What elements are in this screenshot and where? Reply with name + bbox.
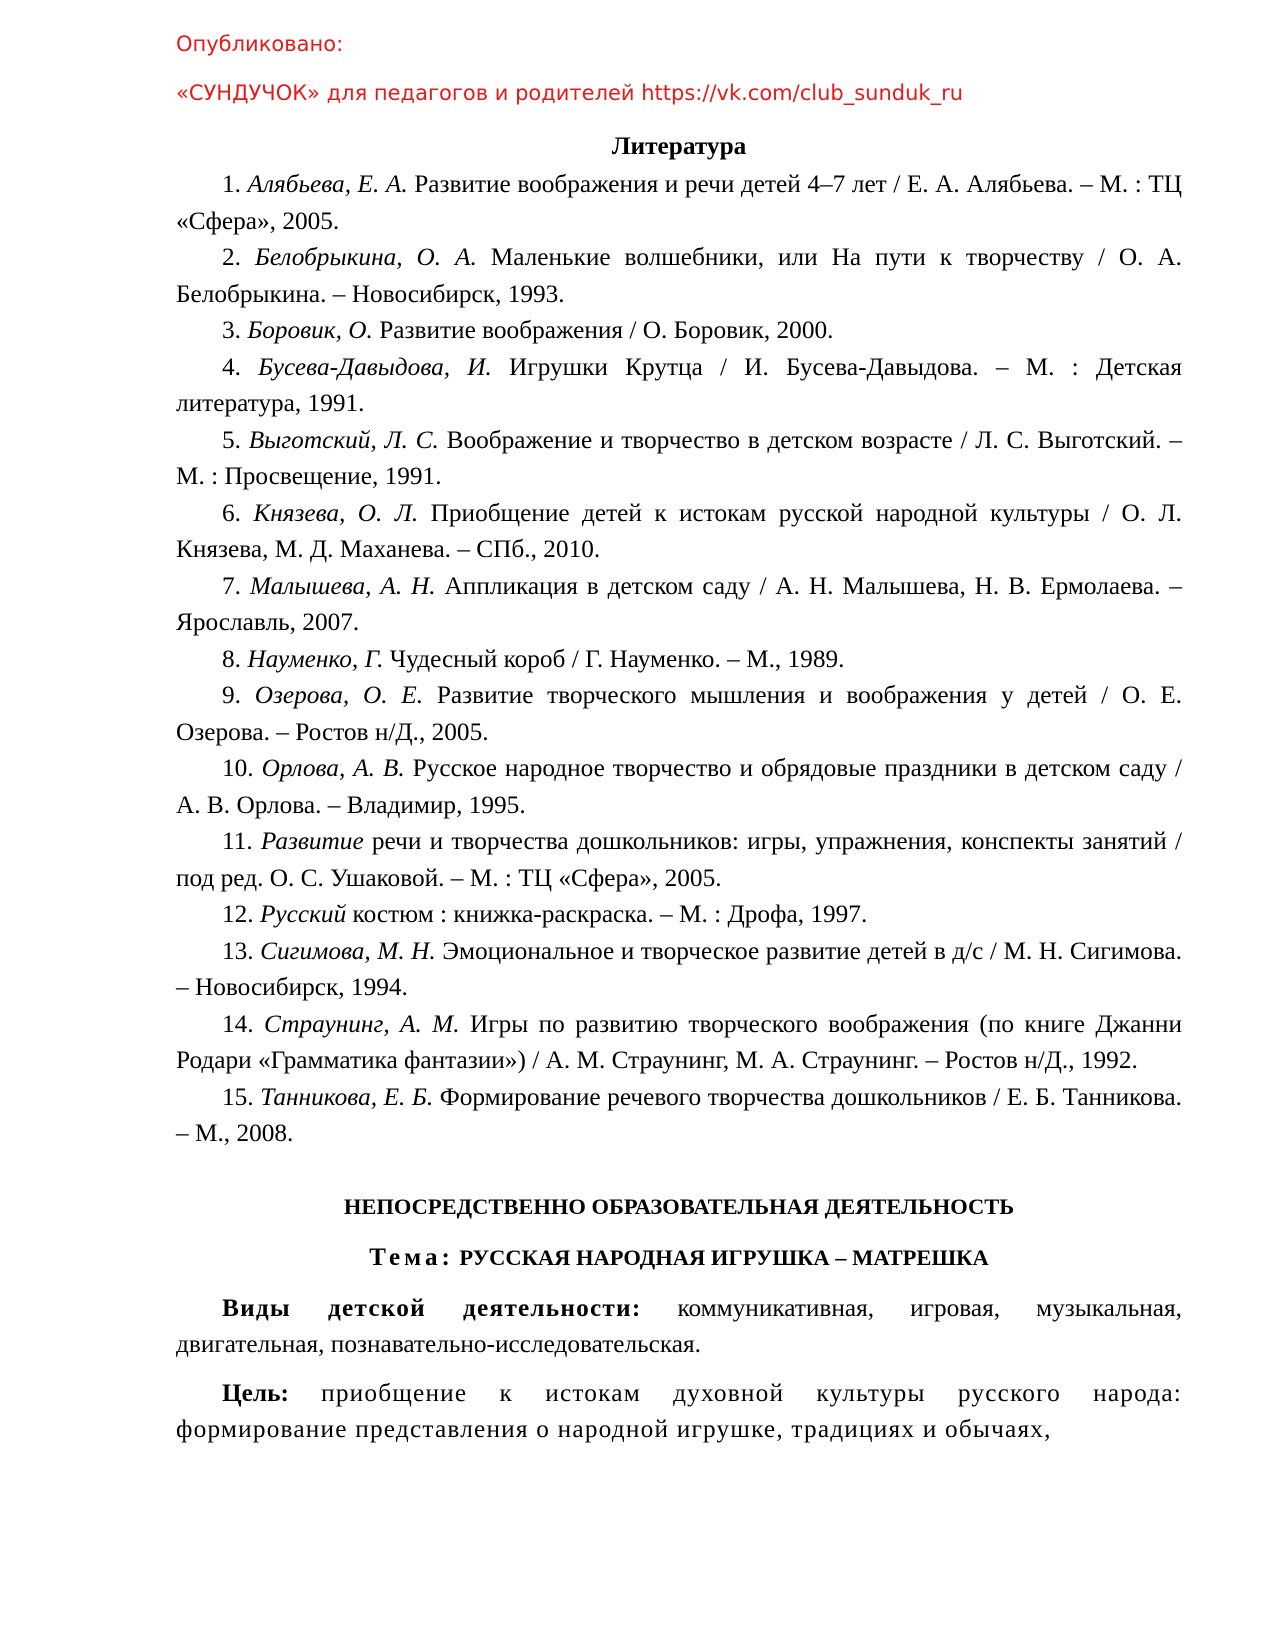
section-title: НЕПОСРЕДСТВЕННО ОБРАЗОВАТЕЛЬНАЯ ДЕЯТЕЛЬНОСТЬ <box>343 1193 1015 1219</box>
goal-paragraph <box>176 1375 1182 1448</box>
document-body <box>176 128 1182 1448</box>
reference-item <box>176 750 1182 823</box>
reference-text: Русское народное творчество и обрядовые праздники в детском саду / А. В. Орлова. – Владимир, 1995. <box>176 754 1182 819</box>
activities-label: Виды детской деятельности: <box>222 1293 642 1322</box>
reference-text: Чудесный короб / Г. Науменко. – М., 1989. <box>383 644 845 673</box>
theme-text: РУССКАЯ НАРОДНАЯ ИГРУШКА – МАТРЕШКА <box>453 1244 989 1270</box>
reference-author: Малышева, А. Н. <box>249 571 436 600</box>
reference-number: 8. <box>222 644 241 673</box>
reference-author: Выготский, Л. С. <box>248 425 439 454</box>
reference-number: 2. <box>222 243 241 271</box>
reference-author: Танникова, Е. Б. <box>260 1082 434 1111</box>
reference-item <box>176 933 1182 1006</box>
reference-item <box>176 239 1182 312</box>
reference-item <box>176 823 1182 896</box>
theme-label: Тема: <box>369 1243 454 1271</box>
reference-item <box>176 422 1182 495</box>
reference-author: Русский <box>259 900 347 928</box>
reference-author: Орлова, А. В. <box>261 754 405 782</box>
reference-number: 6. <box>222 498 241 527</box>
reference-number: 5. <box>222 425 241 454</box>
reference-number: 10. <box>222 754 254 782</box>
reference-author: Развитие <box>260 827 364 855</box>
reference-item <box>176 896 1182 933</box>
published-label: Опубликовано: <box>176 32 344 56</box>
goal-text: приобщение к истокам духовной культуры русского народа: формирование представления о народной игрушке, традициях и обычаях, <box>176 1378 1182 1443</box>
reference-text: Развитие воображения / О. Боровик, 2000. <box>372 316 834 344</box>
reference-text: Воображение и творчество в детском возрасте / Л. С. Выготский. – М. : Просвещение, 1991. <box>176 425 1183 490</box>
reference-text: Игрушки Крутца / И. Бусева-Давыдова. – М. : Детская литература, 1991. <box>176 352 1182 417</box>
reference-number: 13. <box>222 936 254 965</box>
reference-author: Бусева-Давыдова, И. <box>258 352 492 381</box>
reference-number: 11. <box>222 827 253 855</box>
literature-title: Литература <box>611 132 747 160</box>
reference-number: 14. <box>222 1009 254 1038</box>
reference-text: Эмоциональное и творческое развитие детей в д/с / М. Н. Сигимова. – Новосибирск, 1994. <box>176 936 1182 1001</box>
reference-author: Озерова, О. Е. <box>254 681 424 709</box>
reference-number: 15. <box>222 1082 254 1111</box>
activities-paragraph <box>176 1290 1182 1363</box>
reference-text: Приобщение детей к истокам русской народной культуры / О. Л. Князева, М. Д. Маханева. – СПб., 2010. <box>176 498 1183 563</box>
reference-number: 7. <box>222 571 241 600</box>
reference-text: Аппликация в детском саду / А. Н. Малышева, Н. В. Ермолаева. – Ярославль, 2007. <box>176 571 1183 636</box>
reference-number: 12. <box>222 900 254 928</box>
theme-line <box>176 1240 1182 1276</box>
reference-item <box>176 312 1182 349</box>
reference-text: Развитие творческого мышления и воображения у детей / О. Е. Озерова. – Ростов н/Д., 2005. <box>176 681 1183 746</box>
reference-item <box>176 677 1182 750</box>
reference-author: Сигимова, М. Н. <box>260 936 436 965</box>
reference-item <box>176 641 1182 678</box>
reference-item <box>176 349 1182 422</box>
reference-text: Развитие воображения и речи детей 4–7 лет / Е. А. Алябьева. – М. : ТЦ «Сфера», 2005. <box>176 170 1182 235</box>
reference-list <box>176 166 1182 1152</box>
reference-author: Князева, О. Л. <box>253 498 419 527</box>
reference-text: костюм : книжка-раскраска. – М. : Дрофа, 1997. <box>346 900 868 928</box>
reference-number: 3. <box>222 316 241 344</box>
reference-item <box>176 568 1182 641</box>
reference-author: Алябьева, Е. А. <box>247 170 408 198</box>
reference-text: Игры по развитию творческого воображения (по книге Джанни Родари «Грамматика фантазии») / А. М. Страунинг, М. А. Страунинг. – Ростов н/Д., 1992. <box>176 1009 1182 1074</box>
reference-text: Маленькие волшебники, или На пути к творчеству / О. А. Белобрыкина. – Новосибирск, 1993. <box>176 243 1182 308</box>
goal-label: Цель: <box>222 1378 289 1407</box>
reference-item <box>176 1006 1182 1079</box>
reference-number: 1. <box>222 170 241 198</box>
reference-number: 4. <box>222 352 241 381</box>
reference-text: Формирование речевого творчества дошкольников / Е. Б. Танникова. – М., 2008. <box>176 1082 1182 1147</box>
reference-number: 9. <box>222 681 241 709</box>
reference-author: Страунинг, А. М. <box>264 1009 460 1038</box>
reference-author: Белобрыкина, О. А. <box>254 243 477 271</box>
reference-author: Боровик, О. <box>247 316 373 344</box>
activities-text: коммуникативная, игровая, музыкальная, двигательная, познавательно-исследовательская. <box>176 1293 1182 1358</box>
reference-item <box>176 1079 1182 1152</box>
reference-item <box>176 495 1182 568</box>
reference-author: Науменко, Г. <box>247 644 384 673</box>
reference-item <box>176 166 1182 239</box>
source-line: «СУНДУЧОК» для педагогов и родителей https://vk.com/club_sunduk_ru <box>176 81 964 105</box>
reference-text: речи и творчества дошкольников: игры, упражнения, конспекты занятий / под ред. О. С. Ушаковой. – М. : ТЦ «Сфера», 2005. <box>176 827 1182 892</box>
